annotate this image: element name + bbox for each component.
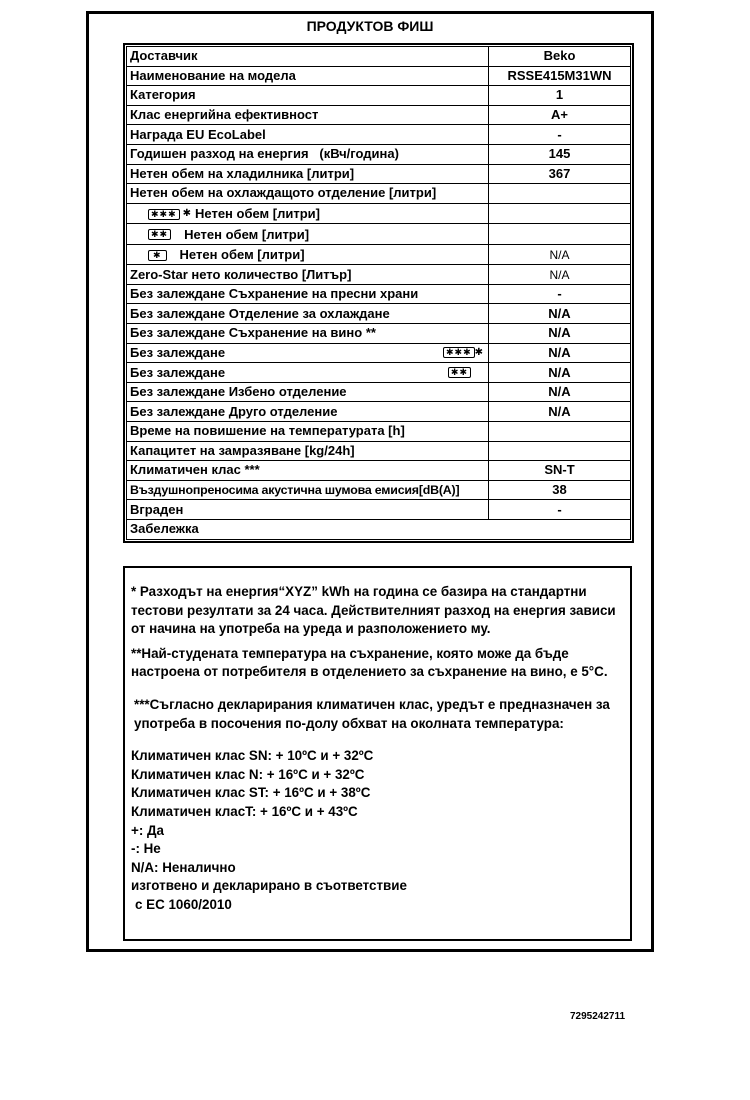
row-label: Клас енергийна ефективност [127, 105, 489, 125]
row-value [489, 203, 631, 224]
row-label: Без залеждане ✱✱ [127, 363, 489, 383]
row-label: Без залеждане Отделение за охлаждане [127, 304, 489, 324]
row-value: N/A [489, 244, 631, 265]
product-fiche-frame [86, 11, 654, 952]
row-label: Zero-Star нето количество [Литър] [127, 265, 489, 285]
row-value: 1 [489, 86, 631, 106]
table-row [127, 343, 631, 363]
row-label: ✱ Нетен обем [литри] [127, 244, 489, 265]
table-row [127, 105, 631, 125]
table-row [127, 125, 631, 145]
row-value: - [489, 284, 631, 304]
row-label: Без залеждане Друго отделение [127, 402, 489, 422]
row-value: N/A [489, 324, 631, 344]
document-title: ПРОДУКТОВ ФИШ [306, 18, 434, 34]
table-row [127, 164, 631, 184]
climate-class-sn: Климатичен клас SN: + 10ºC и + 32ºC [131, 748, 374, 764]
table-row [127, 324, 631, 344]
one-star-icon: ✱ [148, 250, 167, 261]
note-climate-class: ***Съгласно декларирания климатичен клас, уредът е предназначен за употреба в посочения по-долу обхват на околната температура: [134, 696, 610, 731]
row-value [489, 224, 631, 245]
notes-box [123, 566, 632, 941]
row-value [489, 441, 631, 461]
table-row [127, 47, 631, 67]
row-label: Награда EU EcoLabel [127, 125, 489, 145]
table-row [127, 461, 631, 481]
notes-text [125, 568, 630, 915]
row-value: 145 [489, 144, 631, 164]
row-label: Годишен разход на енергия (кВч/година) [127, 144, 489, 164]
row-label: Климатичен клас *** [127, 461, 489, 481]
row-value: A+ [489, 105, 631, 125]
spec-table-frame [123, 43, 634, 543]
row-label: Нетен обем на охлаждащото отделение [литри] [127, 184, 489, 204]
row-label: ✱✱ Нетен обем [литри] [127, 224, 489, 245]
legend-yes: +: Да [131, 822, 164, 838]
row-label: Без залеждане Съхранение на вино ** [127, 324, 489, 344]
reference-number: 7295242711 [570, 1011, 626, 1022]
note-energy: * Разходът на енергия“XYZ” kWh на година се базира на стандартни тестови резултати за 24 часа. Действителният разход на енергия зависи от начина на употреба на уреда и разположението му. [131, 584, 616, 637]
row-label: Доставчик [127, 47, 489, 67]
row-label: Без залеждане Избено отделение [127, 382, 489, 402]
row-label: Без залеждане Съхранение на пресни храни [127, 284, 489, 304]
table-row [127, 441, 631, 461]
row-value: N/A [489, 265, 631, 285]
row-value: 38 [489, 480, 631, 500]
table-row [127, 86, 631, 106]
row-value: N/A [489, 402, 631, 422]
regulation-reference: с ЕС 1060/2010 [135, 896, 232, 912]
table-row [127, 304, 631, 324]
three-star-icon: ✱✱✱ [443, 347, 475, 358]
star-icon: ✱ [182, 208, 192, 220]
three-star-icon: ✱✱✱ [148, 209, 180, 220]
row-value: 367 [489, 164, 631, 184]
climate-class-st: Климатичен клас ST: + 16ºC и + 38ºC [131, 785, 371, 801]
row-label: Забележка [127, 519, 631, 539]
legend-na: N/A: Неналично [131, 859, 236, 875]
row-label: Наименование на модела [127, 66, 489, 86]
row-value: - [489, 125, 631, 145]
row-value: N/A [489, 382, 631, 402]
row-value: - [489, 500, 631, 520]
row-label: Вграден [127, 500, 489, 520]
row-label: Време на повишение на температурата [h] [127, 422, 489, 442]
climate-class-t: Климатичен класT: + 16ºC и + 43ºC [131, 803, 358, 819]
row-label: Капацитет на замразяване [kg/24h] [127, 441, 489, 461]
row-value: N/A [489, 363, 631, 383]
table-row [127, 519, 631, 539]
star-icon: ✱ [474, 346, 483, 358]
table-row [127, 363, 631, 383]
table-row [127, 422, 631, 442]
row-value: Beko [489, 47, 631, 67]
row-value: SN-T [489, 461, 631, 481]
table-row [127, 184, 631, 204]
row-label: ✱✱✱ ✱ Нетен обем [литри] [127, 203, 489, 224]
table-row [127, 244, 631, 265]
note-wine-temperature: **Най-студената температура на съхранение, която може да бъде настроена от потребителя в отделението за съхранение на вино, е 5°C. [131, 645, 608, 680]
two-star-icon: ✱✱ [148, 229, 171, 240]
row-value [489, 184, 631, 204]
spec-table [126, 46, 631, 540]
row-value: N/A [489, 343, 631, 363]
table-row [127, 66, 631, 86]
table-row [127, 203, 631, 224]
table-row [127, 224, 631, 245]
row-value [489, 422, 631, 442]
climate-class-n: Климатичен клас N: + 16ºC и + 32ºC [131, 766, 365, 782]
row-label: Без залеждане ✱✱✱ ✱ [127, 343, 489, 363]
row-label: Въздушнопреносима акустична шумова емисия[dB(A)] [127, 480, 489, 500]
row-value: RSSE415M31WN [489, 66, 631, 86]
row-label: Категория [127, 86, 489, 106]
legend-no: -: Не [131, 841, 161, 857]
table-row [127, 265, 631, 285]
row-value: N/A [489, 304, 631, 324]
table-row [127, 382, 631, 402]
table-row [127, 144, 631, 164]
table-row [127, 500, 631, 520]
row-label: Нетен обем на хладилника [литри] [127, 164, 489, 184]
compliance-text: изготвено и декларирано в съответствие [131, 878, 407, 894]
table-row [127, 402, 631, 422]
table-row [127, 480, 631, 500]
table-row [127, 284, 631, 304]
two-star-icon: ✱✱ [448, 367, 471, 378]
